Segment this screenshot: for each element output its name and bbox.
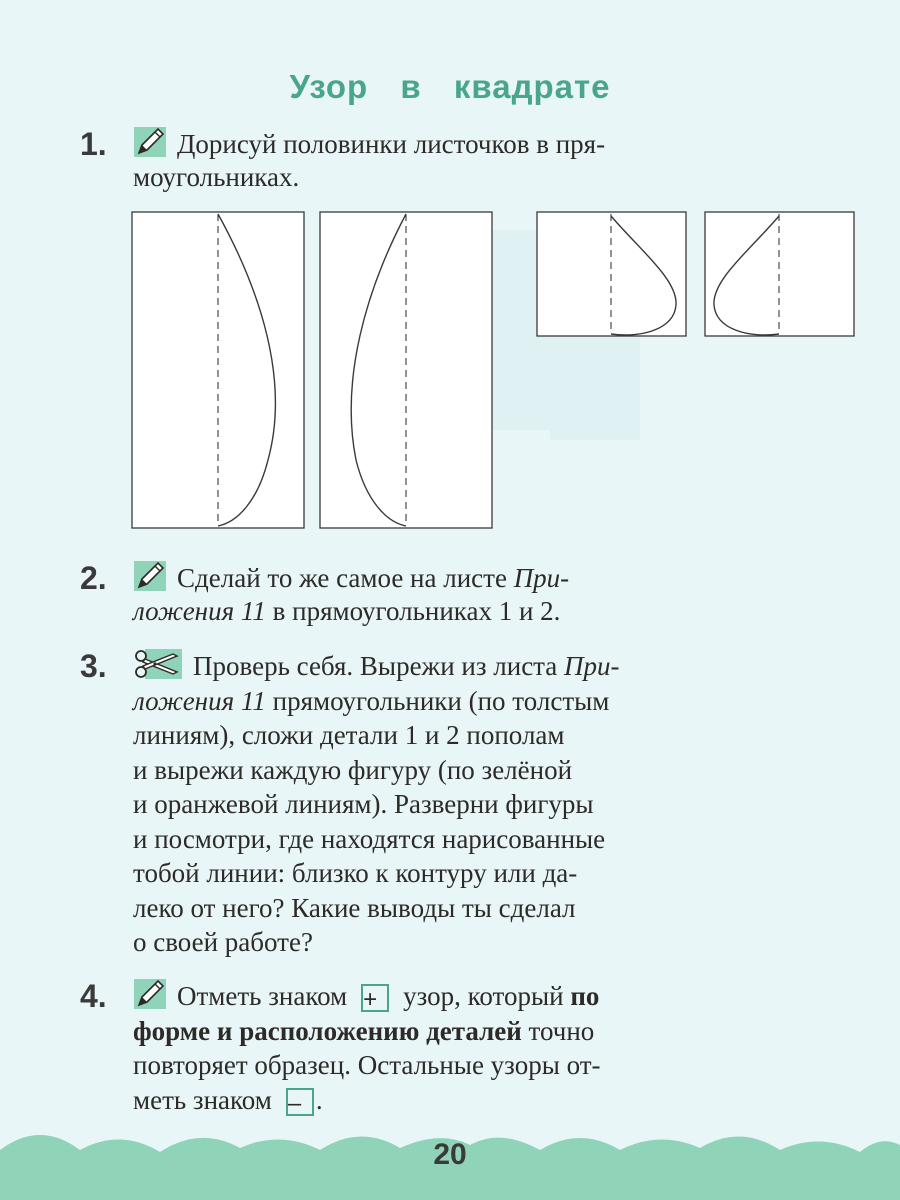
task-3-line-4: и вырежи каждую фигуру (по зелёной <box>133 754 573 785</box>
page-title: Узор в квадрате <box>289 68 611 105</box>
task-4-line-3: повторяет образец. Остальные узоры от- <box>133 1050 601 1080</box>
task-4-line-1: Отметь знаком <box>177 981 348 1011</box>
plus-sign-box: + <box>361 984 389 1012</box>
rectangle-3 <box>537 212 686 336</box>
task-4-text <box>133 978 855 1117</box>
task-3-line-6: и посмотри, где находятся нарисованные <box>133 823 606 854</box>
task-3-line-5: и оранжевой линиям). Разверни фигуры <box>133 789 594 819</box>
task-4-line-4: меть знаком <box>133 1084 272 1115</box>
task-2-text <box>133 560 855 628</box>
task-3-number: 3. <box>80 648 107 684</box>
task-3-appendix-ref: При- <box>564 651 620 681</box>
minus-sign-box: – <box>286 1088 314 1116</box>
rectangle-2 <box>320 212 492 528</box>
task-1-line-2: моугольниках. <box>133 162 300 192</box>
task-2-line-1: Сделай то же самое на листе <box>177 563 514 593</box>
rectangle-4 <box>705 212 854 336</box>
task-3-line-7: тобой линии: близко к контуру или да- <box>133 858 578 888</box>
task-3-line-2: прямоугольники (по толстым <box>265 685 610 716</box>
task-3-appendix-ref-cont: ложения 11 <box>133 685 266 716</box>
task-4-number: 4. <box>80 978 107 1014</box>
task-3-line-9: о своей работе? <box>133 927 313 957</box>
task-3-line-1: Проверь себя. Вырежи из листа <box>193 651 565 681</box>
task-4-line-1-cont: узор, который <box>403 981 571 1011</box>
task-3-text <box>133 648 855 960</box>
task-4-line-4-end: . <box>315 1084 323 1115</box>
pencil-icon <box>133 560 167 592</box>
task-2-appendix-ref: При- <box>513 563 570 593</box>
scissors-icon <box>133 648 183 680</box>
task-1-line-1: Дорисуй половинки листочков в пря- <box>177 129 606 159</box>
task-3-line-8: леко от него? Какие выводы ты сделал <box>133 892 576 923</box>
task-2-line-2: в прямоугольниках 1 и 2. <box>265 596 561 626</box>
rectangle-1 <box>132 212 304 528</box>
pencil-icon <box>133 978 167 1010</box>
page-number: 20 <box>433 1138 467 1171</box>
task-4-bold-1: по <box>570 981 600 1011</box>
task-4-line-2: точно <box>521 1015 595 1046</box>
task-2-appendix-ref-cont: ложения 11 <box>133 596 266 626</box>
task-4-bold-2: форме и расположению деталей <box>133 1015 522 1046</box>
task-3-line-3: линиям), сложи детали 1 и 2 пополам <box>133 720 565 750</box>
leaf-halves-figures <box>0 0 900 560</box>
task-1-number: 1. <box>80 126 107 162</box>
task-2-number: 2. <box>80 560 107 596</box>
